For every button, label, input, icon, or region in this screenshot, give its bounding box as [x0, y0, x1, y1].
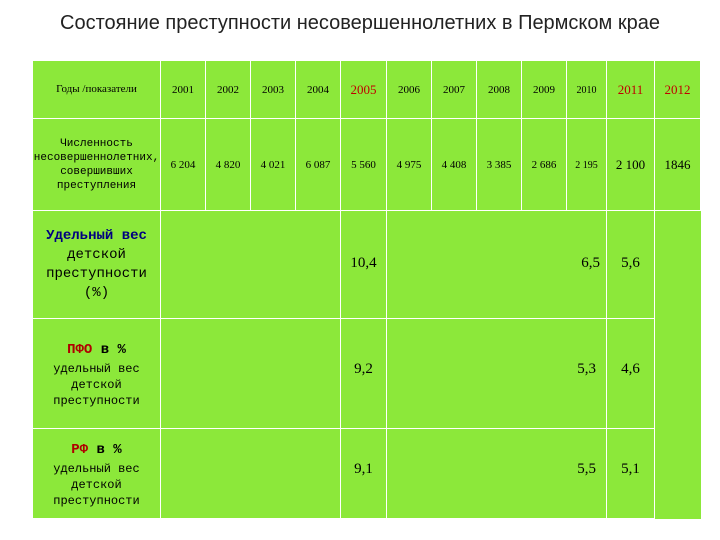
- year-label: 2006: [398, 83, 420, 96]
- count-value: 4 408: [441, 158, 467, 171]
- count-value: 4 021: [260, 158, 286, 171]
- count-cell: [341, 119, 387, 211]
- count-value: 2 100: [615, 156, 646, 172]
- pfo-2011-value: 5,3: [577, 361, 596, 377]
- year-cell: [341, 61, 387, 119]
- rf-2005-cell: [341, 429, 387, 519]
- rf-2012-cell: [607, 429, 655, 519]
- year-label: 2002: [217, 83, 239, 96]
- year-cell: [432, 61, 477, 119]
- pfo-2012-value: 4,6: [621, 361, 640, 377]
- rf-label: удельный вес детской преступности: [53, 461, 140, 508]
- share-label: [33, 227, 160, 303]
- pfo-2012-cell: [607, 319, 655, 429]
- rf-2005-value: 9,1: [354, 461, 373, 477]
- year-cell: [567, 61, 607, 119]
- year-cell: [251, 61, 296, 119]
- count-cell: [655, 119, 701, 211]
- empty-cell: [387, 319, 607, 429]
- rf-2011-value: 5,5: [577, 461, 596, 477]
- rf-label-code: РФ: [71, 441, 89, 458]
- empty-cell: [387, 429, 607, 519]
- year-label-highlight: 2005: [350, 81, 377, 97]
- pfo-label: удельный вес детской преступности: [53, 361, 140, 408]
- year-cell: [522, 61, 567, 119]
- count-cell: [296, 119, 341, 211]
- empty-cell: [161, 211, 341, 319]
- year-cell: [655, 61, 701, 119]
- year-label: 2001: [172, 83, 194, 96]
- count-value: 4 975: [396, 158, 422, 171]
- count-value: 6 087: [305, 158, 331, 171]
- count-cell: [567, 119, 607, 211]
- share-row: [33, 211, 701, 319]
- share-2005-value: 10,4: [350, 255, 377, 271]
- year-label-highlight: 2012: [664, 81, 691, 97]
- count-value: 4 820: [215, 158, 241, 171]
- crime-table: [32, 60, 701, 519]
- rf-label-cell: [33, 429, 161, 519]
- year-cell: [161, 61, 206, 119]
- share-label-rest: детской преступности (%): [46, 246, 147, 301]
- count-row: [33, 119, 701, 211]
- year-label: 2009: [533, 83, 555, 96]
- empty-cell: [161, 319, 341, 429]
- rf-row: [33, 429, 701, 519]
- year-label: 2003: [262, 83, 284, 96]
- count-value: 6 204: [170, 158, 196, 171]
- count-label-cell: [33, 119, 161, 211]
- year-label: 2004: [307, 83, 329, 96]
- empty-cell: [387, 211, 607, 319]
- header-label: Годы /показатели: [56, 83, 137, 95]
- year-cell: [296, 61, 341, 119]
- count-value: 3 385: [486, 158, 512, 171]
- empty-cell: [161, 429, 341, 519]
- share-2012-value: 5,6: [621, 255, 640, 271]
- pfo-label-unit: в %: [100, 341, 126, 358]
- share-2011-value: 6,5: [581, 255, 600, 271]
- year-cell: [387, 61, 432, 119]
- share-label-cell: [33, 211, 161, 319]
- rf-label-unit: в %: [96, 441, 122, 458]
- slide-title: Состояние преступности несовершеннолетних в Пермском крае: [60, 12, 660, 34]
- pfo-row: [33, 319, 701, 429]
- year-cell: [206, 61, 251, 119]
- count-value: 2 195: [575, 159, 598, 171]
- share-label-bold: Удельный вес: [46, 227, 147, 244]
- year-label-highlight: 2011: [617, 81, 644, 97]
- year-cell: [607, 61, 655, 119]
- header-row: [33, 61, 701, 119]
- count-cell: [206, 119, 251, 211]
- pfo-label-cell: [33, 319, 161, 429]
- count-cell: [432, 119, 477, 211]
- count-cell: [161, 119, 206, 211]
- pfo-2005-cell: [341, 319, 387, 429]
- year-cell: [477, 61, 522, 119]
- rf-label-head: [33, 439, 160, 461]
- count-cell: [387, 119, 432, 211]
- count-value: 1846: [664, 156, 691, 172]
- count-cell: [607, 119, 655, 211]
- year-label: 2008: [488, 83, 510, 96]
- share-2012-cell: [607, 211, 655, 319]
- year-label: 2007: [443, 83, 465, 96]
- count-cell: [251, 119, 296, 211]
- count-cell: [477, 119, 522, 211]
- year-label: 2010: [576, 84, 597, 96]
- count-value: 2 686: [531, 158, 557, 171]
- pfo-label-head: [33, 339, 160, 361]
- count-cell: [522, 119, 567, 211]
- pfo-label-code: ПФО: [67, 341, 93, 358]
- header-label-cell: [33, 61, 161, 119]
- count-value: 5 560: [351, 158, 376, 171]
- share-2005-cell: [341, 211, 387, 319]
- pfo-2005-value: 9,2: [354, 361, 373, 377]
- rf-2012-value: 5,1: [621, 461, 640, 477]
- count-label: Численность несовершеннолетних, совершивших преступления: [33, 137, 160, 192]
